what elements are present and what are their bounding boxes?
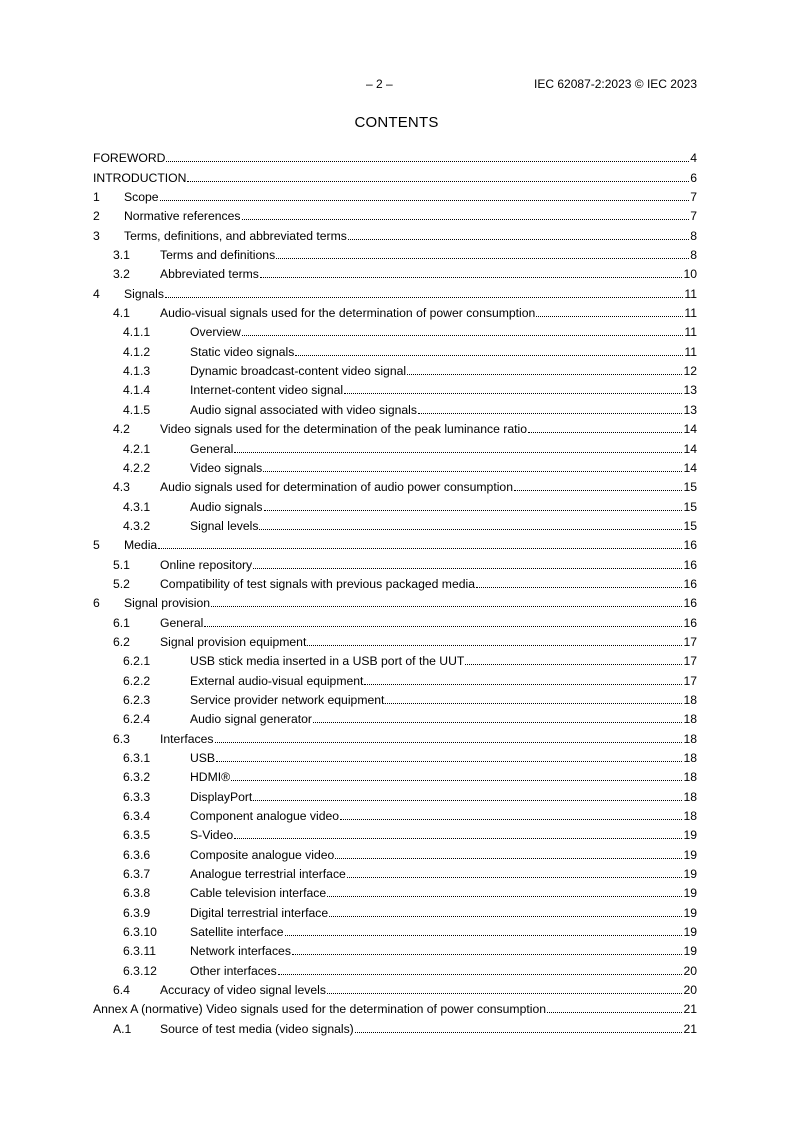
toc-entry[interactable] xyxy=(93,456,697,475)
toc-entry-title: Internet-content video signal xyxy=(190,383,344,398)
toc-entry-title: Audio signals xyxy=(190,499,263,514)
toc-entry-page: 15 xyxy=(683,480,697,495)
toc-entry-title: Digital terrestrial interface xyxy=(190,905,329,920)
toc-entry[interactable] xyxy=(93,784,697,803)
toc-entry-title: Satellite interface xyxy=(190,925,284,940)
toc-entry-page: 15 xyxy=(683,499,697,514)
toc-entry[interactable] xyxy=(93,1016,697,1035)
toc-entry-title: Component analogue video xyxy=(190,809,340,824)
toc-entry[interactable] xyxy=(93,339,697,358)
toc-entry-page: 18 xyxy=(683,789,697,804)
toc-entry[interactable] xyxy=(93,707,697,726)
toc-entry[interactable] xyxy=(93,746,697,765)
toc-entry-number: 6.3.3 xyxy=(123,789,151,804)
toc-dot-leader xyxy=(242,325,684,336)
toc-entry-page: 13 xyxy=(683,383,697,398)
toc-dot-leader xyxy=(187,171,689,182)
toc-entry[interactable] xyxy=(93,765,697,784)
toc-entry[interactable] xyxy=(93,649,697,668)
toc-entry-page: 8 xyxy=(690,248,697,263)
toc-entry-page: 19 xyxy=(683,925,697,940)
toc-entry-title: Signal provision xyxy=(124,596,211,611)
toc-entry-title: General xyxy=(190,441,234,456)
toc-entry-page: 19 xyxy=(683,867,697,882)
toc-dot-leader xyxy=(385,693,682,704)
toc-entry-title: Source of test media (video signals) xyxy=(160,1021,354,1036)
toc-entry-title: INTRODUCTION xyxy=(93,170,187,185)
toc-entry[interactable] xyxy=(93,591,697,610)
toc-dot-leader xyxy=(307,635,682,646)
toc-entry[interactable] xyxy=(93,204,697,223)
toc-entry-title: General xyxy=(160,615,204,630)
toc-entry-title: Other interfaces xyxy=(190,963,277,978)
toc-dot-leader xyxy=(242,209,690,220)
toc-entry-number: 4.1.4 xyxy=(123,383,151,398)
toc-entry-number: 4.1.5 xyxy=(123,402,151,417)
toc-entry-title: Video signals xyxy=(190,460,263,475)
toc-entry-title: Compatibility of test signals with previous packaged media xyxy=(160,576,476,591)
toc-entry[interactable] xyxy=(93,436,697,455)
toc-entry-number: 4.1 xyxy=(113,306,130,321)
toc-entry-number: 6.3.12 xyxy=(123,963,157,978)
toc-entry-number: 6.3.5 xyxy=(123,828,151,843)
toc-entry-title: Overview xyxy=(190,325,241,340)
toc-dot-leader xyxy=(231,770,682,781)
toc-entry-title: Signal levels xyxy=(190,518,259,533)
toc-entry-title: Online repository xyxy=(160,557,253,572)
toc-entry[interactable] xyxy=(93,397,697,416)
toc-entry-number: 3.1 xyxy=(113,248,130,263)
toc-dot-leader xyxy=(327,983,682,994)
toc-entry[interactable] xyxy=(93,494,697,513)
toc-dot-leader xyxy=(476,577,682,588)
toc-dot-leader xyxy=(263,461,682,472)
toc-entry-page: 19 xyxy=(683,944,697,959)
toc-entry-number: 6.3.2 xyxy=(123,770,151,785)
toc-entry-number: 5.2 xyxy=(113,576,130,591)
toc-entry-number: 4 xyxy=(93,286,100,301)
toc-entry-page: 18 xyxy=(683,731,697,746)
toc-entry-number: A.1 xyxy=(113,1021,132,1036)
toc-entry-number: 6.3.11 xyxy=(123,944,156,959)
toc-dot-leader xyxy=(259,519,682,530)
toc-entry[interactable] xyxy=(93,281,697,300)
toc-entry-number: 6.3.7 xyxy=(123,867,151,882)
toc-dot-leader xyxy=(166,151,689,162)
toc-entry-number: 6.2.2 xyxy=(123,673,151,688)
document-reference: IEC 62087-2:2023 © IEC 2023 xyxy=(534,77,697,91)
toc-dot-leader xyxy=(253,558,682,569)
toc-entry-page: 12 xyxy=(683,364,697,379)
toc-entry-number: 4.1.1 xyxy=(123,325,151,340)
toc-entry[interactable] xyxy=(93,552,697,571)
toc-entry-number: 4.1.2 xyxy=(123,344,151,359)
toc-entry-page: 13 xyxy=(683,402,697,417)
toc-entry-page: 18 xyxy=(683,751,697,765)
toc-entry-number: 6.2.4 xyxy=(123,712,151,727)
toc-entry-page: 19 xyxy=(683,886,697,901)
toc-entry-page: 11 xyxy=(684,344,697,359)
toc-dot-leader xyxy=(329,906,682,917)
toc-entry[interactable] xyxy=(93,939,697,958)
toc-entry[interactable] xyxy=(93,223,697,242)
toc-entry-title: Terms, definitions, and abbreviated terms xyxy=(124,228,347,243)
toc-entry-title: Terms and definitions xyxy=(160,248,276,263)
toc-entry-page: 10 xyxy=(683,267,697,282)
toc-entry-title: Annex A (normative) Video signals used for the determination of power consumption xyxy=(93,1002,547,1017)
toc-entry-title: HDMI® xyxy=(190,770,231,785)
toc-entry-number: 6.3.6 xyxy=(123,847,151,862)
toc-entry[interactable] xyxy=(93,378,697,397)
page-header xyxy=(93,77,697,93)
toc-dot-leader xyxy=(216,751,682,762)
toc-entry-title: Signals xyxy=(124,286,164,301)
toc-entry[interactable] xyxy=(93,320,697,339)
toc-entry-page: 16 xyxy=(683,615,697,630)
toc-dot-leader xyxy=(160,190,690,201)
toc-entry-page: 11 xyxy=(684,306,697,321)
toc-dot-leader xyxy=(158,538,682,549)
toc-entry-title: Analogue terrestrial interface xyxy=(190,867,346,882)
toc-entry[interactable] xyxy=(93,630,697,649)
toc-entry-title: Cable television interface xyxy=(190,886,327,901)
toc-entry-title: DisplayPort xyxy=(190,789,253,804)
toc-entry-title: Abbreviated terms xyxy=(160,267,259,282)
toc-entry-page: 11 xyxy=(684,325,697,340)
toc-entry-title: Audio signal generator xyxy=(190,712,312,727)
toc-entry-number: 6.3.10 xyxy=(123,925,157,940)
toc-entry-title: Media xyxy=(124,538,158,553)
toc-entry-title: External audio-visual equipment xyxy=(190,673,364,688)
toc-entry-page: 16 xyxy=(683,538,697,553)
toc-entry-title: Service provider network equipment xyxy=(190,692,385,707)
toc-dot-leader xyxy=(364,674,682,685)
toc-entry[interactable] xyxy=(93,920,697,939)
toc-entry[interactable] xyxy=(93,514,697,533)
toc-entry-title: Signal provision equipment xyxy=(160,634,307,649)
toc-dot-leader xyxy=(344,383,682,394)
toc-entry-number: 6.3.9 xyxy=(123,905,151,920)
toc-entry-page: 20 xyxy=(683,963,697,978)
toc-dot-leader xyxy=(335,848,682,859)
toc-dot-leader xyxy=(347,867,683,878)
toc-dot-leader xyxy=(285,925,683,936)
toc-entry-page: 20 xyxy=(683,983,697,998)
toc-dot-leader xyxy=(418,403,682,414)
toc-entry[interactable] xyxy=(93,862,697,881)
toc-entry-number: 4.3.1 xyxy=(123,499,151,514)
toc-entry[interactable] xyxy=(93,997,697,1016)
toc-entry[interactable] xyxy=(93,243,697,262)
toc-entry-title: S-Video xyxy=(190,828,234,843)
toc-dot-leader xyxy=(253,790,682,801)
toc-entry-page: 17 xyxy=(683,634,697,649)
toc-entry-number: 4.2.2 xyxy=(123,460,151,475)
toc-entry-number: 5.1 xyxy=(113,557,130,572)
toc-entry-number: 6.3 xyxy=(113,731,130,746)
toc-entry-page: 18 xyxy=(683,692,697,707)
toc-entry[interactable] xyxy=(93,533,697,552)
toc-entry-page: 19 xyxy=(683,847,697,862)
toc-entry-title: FOREWORD xyxy=(93,151,166,166)
toc-entry-number: 3 xyxy=(93,228,100,243)
toc-entry-number: 4.3 xyxy=(113,480,130,495)
toc-entry[interactable] xyxy=(93,842,697,861)
toc-dot-leader xyxy=(465,654,682,665)
toc-entry-page: 21 xyxy=(683,1002,697,1017)
toc-entry-number: 6.3.1 xyxy=(123,751,151,765)
toc-dot-leader xyxy=(165,287,683,298)
toc-entry-title: Audio signal associated with video signals xyxy=(190,402,417,417)
toc-dot-leader xyxy=(234,442,682,453)
toc-entry[interactable] xyxy=(93,417,697,436)
toc-entry-title: USB stick media inserted in a USB port of the UUT xyxy=(190,654,465,669)
toc-entry-title: Interfaces xyxy=(160,731,214,746)
toc-entry-number: 6.1 xyxy=(113,615,130,630)
toc-entry-number: 4.2 xyxy=(113,422,130,437)
toc-entry-number: 6 xyxy=(93,596,100,611)
toc-entry[interactable] xyxy=(93,146,697,165)
toc-dot-leader xyxy=(327,886,682,897)
toc-entry-number: 5 xyxy=(93,538,100,553)
toc-entry-number: 6.3.4 xyxy=(123,809,151,824)
toc-dot-leader xyxy=(215,732,683,743)
toc-entry-page: 14 xyxy=(683,460,697,475)
toc-entry-title: Scope xyxy=(124,190,159,205)
toc-entry-page: 18 xyxy=(683,809,697,824)
toc-entry-title: Audio-visual signals used for the determination of power consumption xyxy=(160,306,536,321)
toc-entry-page: 11 xyxy=(684,286,697,301)
toc-entry-page: 14 xyxy=(683,441,697,456)
toc-dot-leader xyxy=(536,306,683,317)
page-number: – 2 – xyxy=(366,77,393,91)
toc-dot-leader xyxy=(211,596,682,607)
toc-entry[interactable] xyxy=(93,804,697,823)
toc-dot-leader xyxy=(276,248,689,259)
toc-entry-page: 7 xyxy=(690,209,697,224)
toc-entry-number: 4.2.1 xyxy=(123,441,151,456)
toc-entry-page: 19 xyxy=(683,905,697,920)
toc-dot-leader xyxy=(295,345,683,356)
toc-entry-number: 3.2 xyxy=(113,267,130,282)
toc-dot-leader xyxy=(264,500,683,511)
page-title: CONTENTS xyxy=(354,114,439,131)
toc-entry[interactable] xyxy=(93,359,697,378)
toc-dot-leader xyxy=(204,616,682,627)
toc-entry-title: Accuracy of video signal levels xyxy=(160,983,326,998)
toc-dot-leader xyxy=(547,1002,682,1013)
table-of-contents xyxy=(93,146,697,1036)
toc-entry-page: 17 xyxy=(683,673,697,688)
toc-dot-leader xyxy=(348,229,689,240)
toc-entry-number: 6.2.3 xyxy=(123,692,151,707)
toc-entry[interactable] xyxy=(93,688,697,707)
toc-dot-leader xyxy=(514,480,682,491)
toc-entry-number: 4.3.2 xyxy=(123,518,151,533)
toc-entry-page: 16 xyxy=(683,557,697,572)
toc-entry-number: 6.4 xyxy=(113,983,130,998)
toc-entry[interactable] xyxy=(93,881,697,900)
toc-entry[interactable] xyxy=(93,301,697,320)
toc-dot-leader xyxy=(292,944,683,955)
toc-entry-page: 6 xyxy=(690,170,697,185)
toc-entry[interactable] xyxy=(93,610,697,629)
toc-entry-page: 7 xyxy=(690,190,697,205)
toc-entry-page: 4 xyxy=(690,151,697,166)
toc-entry[interactable] xyxy=(93,823,697,842)
toc-entry-title: Composite analogue video xyxy=(190,847,335,862)
toc-entry-page: 19 xyxy=(683,828,697,843)
toc-entry[interactable] xyxy=(93,978,697,997)
toc-entry-number: 4.1.3 xyxy=(123,364,151,379)
toc-entry-title: Network interfaces xyxy=(190,944,291,959)
toc-entry-number: 1 xyxy=(93,190,100,205)
toc-entry-number: 6.2 xyxy=(113,634,130,649)
toc-dot-leader xyxy=(278,964,683,975)
toc-entry-page: 16 xyxy=(683,596,697,611)
toc-entry-title: Audio signals used for determination of audio power consumption xyxy=(160,480,513,495)
toc-entry[interactable] xyxy=(93,185,697,204)
toc-entry[interactable] xyxy=(93,900,697,919)
toc-dot-leader xyxy=(260,267,683,278)
toc-entry[interactable] xyxy=(93,958,697,977)
toc-dot-leader xyxy=(407,364,682,375)
toc-entry-title: Video signals used for the determination of the peak luminance ratio xyxy=(160,422,527,437)
toc-dot-leader xyxy=(355,1022,683,1033)
toc-entry-number: 2 xyxy=(93,209,100,224)
toc-entry-title: Static video signals xyxy=(190,344,295,359)
toc-entry[interactable] xyxy=(93,262,697,281)
toc-entry-page: 14 xyxy=(683,422,697,437)
toc-entry-page: 15 xyxy=(683,518,697,533)
toc-entry[interactable] xyxy=(93,572,697,591)
toc-entry[interactable] xyxy=(93,726,697,745)
toc-entry-title: Dynamic broadcast-content video signal xyxy=(190,364,407,379)
toc-entry-page: 17 xyxy=(683,654,697,669)
toc-entry-number: 6.2.1 xyxy=(123,654,151,669)
toc-entry-page: 18 xyxy=(683,712,697,727)
toc-dot-leader xyxy=(234,828,682,839)
toc-entry-title: Normative references xyxy=(124,209,241,224)
toc-dot-leader xyxy=(313,712,682,723)
toc-entry[interactable] xyxy=(93,668,697,687)
toc-entry-page: 21 xyxy=(683,1021,697,1036)
toc-entry-number: 6.3.8 xyxy=(123,886,151,901)
toc-entry-title: USB xyxy=(190,751,216,765)
toc-entry[interactable] xyxy=(93,165,697,184)
toc-entry-page: 16 xyxy=(683,576,697,591)
toc-dot-leader xyxy=(528,422,682,433)
toc-entry-page: 18 xyxy=(683,770,697,785)
toc-entry[interactable] xyxy=(93,475,697,494)
toc-dot-leader xyxy=(340,809,682,820)
toc-entry-page: 8 xyxy=(690,228,697,243)
